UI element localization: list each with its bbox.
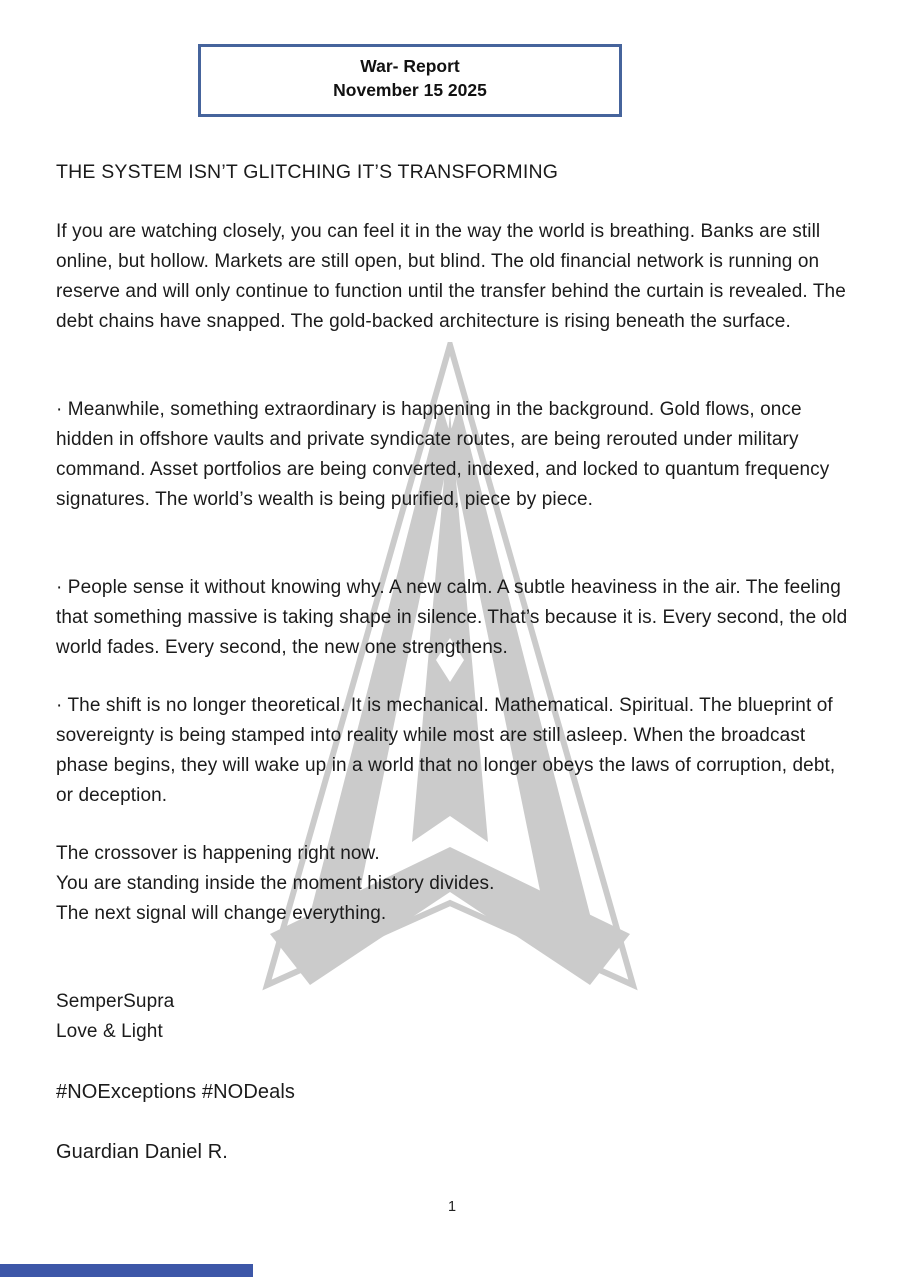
report-date: November 15 2025 [333,80,487,100]
signature-line: Love & Light [56,1021,163,1042]
paragraph-intro: If you are watching closely, you can feel it in the way the world is breathing. Banks are still online, but hollow. Markets are still open, but blind. The old financial network is running on reserve and will only continue to function until the transfer behind the curtain is revealed. The debt chains have snapped. The gold-backed architecture is rising beneath the surface. [56,221,846,332]
page-number: 1 [447,1199,457,1215]
statement-line: You are standing inside the moment history divides. [56,873,495,894]
document-heading: THE SYSTEM ISN’T GLITCHING IT’S TRANSFORMING [56,161,559,183]
paragraph-people-sense: · People sense it without knowing why. A new calm. A subtle heaviness in the air. The feeling that something massive is taking shape in silence. That’s because it is. Every second, the old world fades. Every second, the new one strengthens. [56,577,848,658]
hashtags: #NOExceptions #NODeals [56,1081,295,1103]
signature-line: SemperSupra [56,991,175,1012]
paragraph-gold-flows: · Meanwhile, something extraordinary is happening in the background. Gold flows, once hidden in offshore vaults and private syndicate routes, are being rerouted under military command. Asset portfolios are being converted, indexed, and locked to quantum frequency signatures. The world’s wealth is being purified, piece by piece. [56,399,830,510]
report-title: War- Report [360,56,460,76]
signature-block [56,987,854,1047]
statement-block [56,839,854,929]
report-header-box [198,44,622,117]
author-line: Guardian Daniel R. [56,1141,228,1163]
footer-progress-bar [0,1264,253,1277]
statement-line: The next signal will change everything. [56,903,387,924]
paragraph-the-shift: · The shift is no longer theoretical. It is mechanical. Mathematical. Spiritual. The blueprint of sovereignty is being stamped into reality while most are still asleep. When the broadcast phase begins, they will wake up in a world that no longer obeys the laws of corruption, debt, or deception. [56,695,836,806]
statement-line: The crossover is happening right now. [56,843,380,864]
